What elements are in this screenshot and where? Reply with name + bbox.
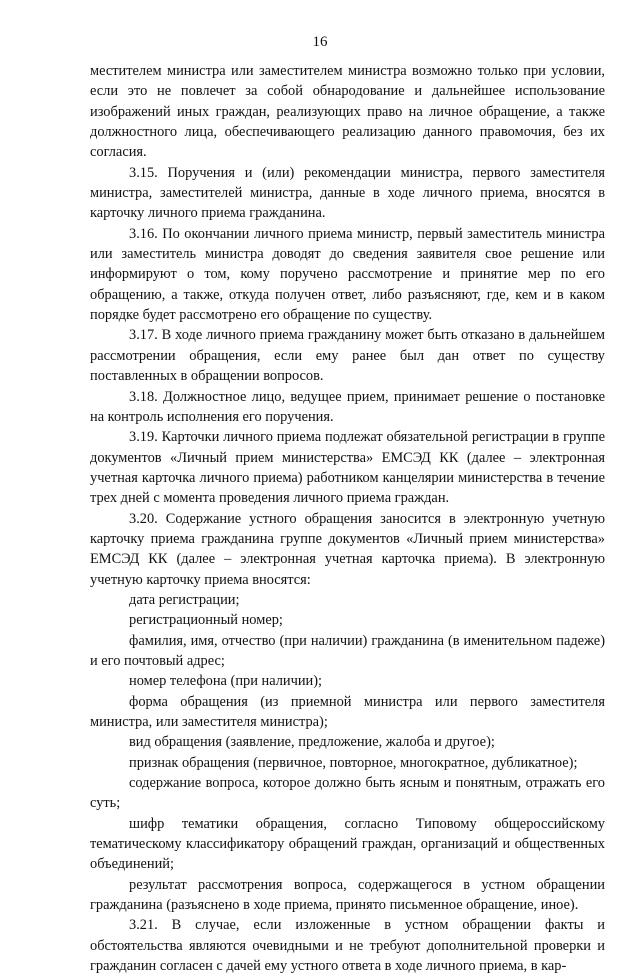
paragraph-3-21: 3.21. В случае, если изложенные в устном обращении факты и обстоятельства являются очевидными и не требуют дополнительной проверки и гражданин согласен с дачей ему устного ответа в ходе личного приема, в кар- — [90, 917, 605, 975]
paragraph-3-17: 3.17. В ходе личного приема гражданину может быть отказано в дальнейшем рассмотрении обращения, если ему ранее был дан ответ по существу поставленных в обращении вопросов. — [90, 327, 605, 385]
list-item-topic-code: шифр тематики обращения, согласно Типовому общероссийскому тематическому классификатору обращений граждан, организаций и общественных объединений; — [90, 815, 605, 873]
list-item-registration-number: регистрационный номер; — [129, 612, 283, 629]
paragraph-continuation: местителем министра или заместителем министра возможно только при условии, если это не повлечет за собой обнародование и дальнейшее использование изображений иных граждан, реализующих право на личное обращение, а также должностного лица, обеспечивающего реализацию данного правомочия, без их согласия. — [90, 63, 605, 161]
paragraph-3-20: 3.20. Содержание устного обращения заносится в электронную учетную карточку приема гражданина группе документов «Личный прием министерства» ЕМСЭД КК (далее – электронная учетная карточка приема). В электронную учетную карточку приема вносятся: — [90, 510, 605, 588]
paragraph-3-16: 3.16. По окончании личного приема министр, первый заместитель министра или заместитель министра доводят до сведения заявителя свое решение или информируют о том, кому поручено рассмотрение и принятие мер по его обращению, а также, откуда получен ответ, либо разъясняют, где, кем и в каком порядке будет рассмотрено его обращение по существу. — [90, 225, 605, 324]
document-body — [90, 61, 605, 976]
paragraph-3-18: 3.18. Должностное лицо, ведущее прием, принимает решение о постановке на контроль исполнения его поручения. — [90, 388, 605, 425]
list-item-appeal-type: вид обращения (заявление, предложение, жалоба и другое); — [129, 734, 495, 751]
paragraph-3-15: 3.15. Поручения и (или) рекомендации министра, первого заместителя министра, заместителей министра, данные в ходе личного приема, вносятся в карточку личного приема гражданина. — [90, 164, 605, 222]
list-item-question-content: содержание вопроса, которое должно быть ясным и понятным, отражать его суть; — [90, 775, 605, 812]
list-item-phone: номер телефона (при наличии); — [129, 673, 323, 690]
list-item-full-name-address: фамилия, имя, отчество (при наличии) гражданина (в именительном падеже) и его почтовый адрес; — [90, 632, 605, 669]
list-item-result: результат рассмотрения вопроса, содержащегося в устном обращении гражданина (разъяснено в ходе приема, принято письменное обращение, иное). — [90, 876, 605, 914]
list-item-registration-date: дата регистрации; — [129, 591, 240, 608]
paragraph-3-19: 3.19. Карточки личного приема подлежат обязательной регистрации в группе документов «Личный прием министерства» ЕМСЭД КК (далее – электронная учетная карточка личного приема) работником канцелярии министерства в течение трех дней с момента проведения личного приема граждан. — [90, 429, 605, 507]
list-item-appeal-sign: признак обращения (первичное, повторное, многократное, дубликатное); — [129, 754, 578, 771]
list-item-appeal-form: форма обращения (из приемной министра или первого заместителя министра, или заместителя министра); — [90, 693, 605, 730]
page-number: 16 — [312, 34, 328, 50]
